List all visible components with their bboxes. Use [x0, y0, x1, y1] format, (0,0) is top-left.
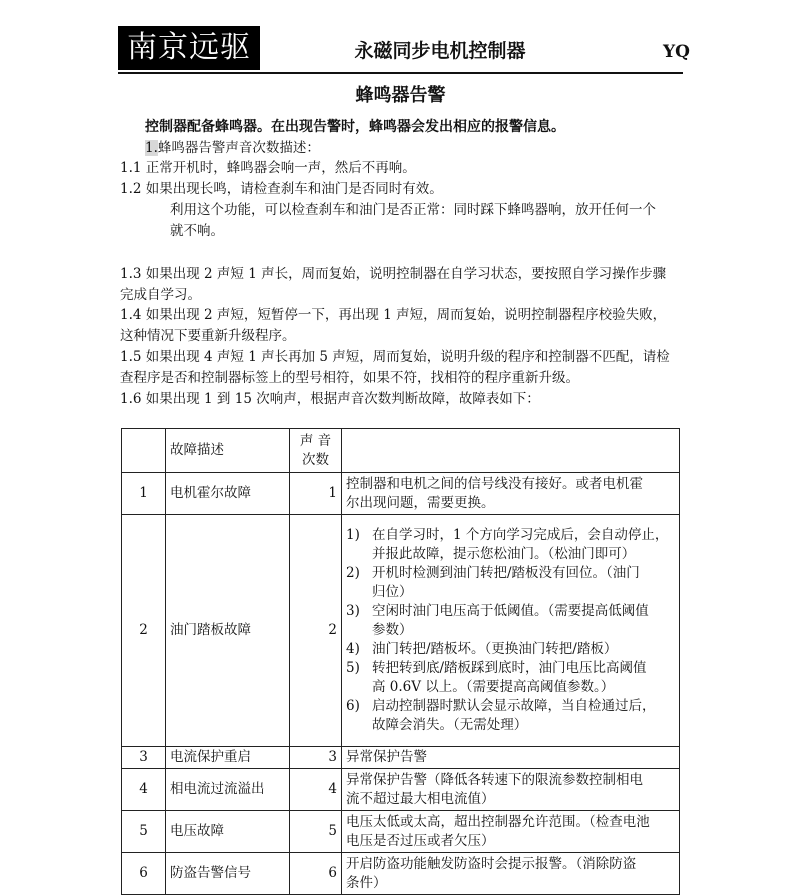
item-1-heading	[145, 138, 320, 158]
solution-line: 异常保护告警（降低各转速下的限流参数控制相电	[346, 771, 643, 788]
solution-item	[346, 564, 675, 602]
item-line: 并报此故障，提示您松油门。（松油门即可）	[372, 546, 636, 562]
document-code: YQ	[663, 42, 690, 62]
line-1-3-a: 1.3 如果出现 2 声短 1 声长，周而复始，说明控制器在自学习状态，要按照自学习操作步骤	[120, 266, 667, 282]
item-number: 6)	[346, 698, 360, 714]
item-line: 归位）	[372, 584, 413, 600]
header-description: 故障描述	[166, 429, 290, 473]
item-number: 3)	[346, 603, 360, 619]
row-solution	[342, 515, 680, 747]
row-description: 防盗告警信号	[166, 853, 290, 895]
header-count-line-2: 次数	[302, 451, 329, 468]
solution-line: 电压是否过压或者欠压）	[346, 832, 495, 849]
header-count	[290, 429, 342, 473]
item-line: 开机时检测到油门转把/踏板没有回位。（油门	[372, 565, 640, 581]
item-number: 5)	[346, 660, 360, 676]
solution-item	[346, 697, 675, 735]
item-number: 1)	[346, 527, 360, 543]
section-title: 蜂鸣器告警	[355, 85, 446, 106]
line-1-5-b: 查程序是否和控制器标签上的型号相符，如果不符，找相符的程序重新升级。	[120, 370, 579, 386]
solution-item	[346, 602, 675, 640]
item-line: 转把转到底/踏板踩到底时，油门电压比高阈值	[372, 660, 647, 676]
intro-paragraph: 控制器配备蜂鸣器。在出现告警时，蜂鸣器会发出相应的报警信息。	[145, 119, 565, 135]
table-row	[122, 769, 680, 811]
item-line: 高 0.6V 以上。（需要提高高阈值参数。）	[372, 679, 615, 695]
table-row	[122, 747, 680, 769]
row-description: 电流保护重启	[166, 747, 290, 769]
row-num: 2	[122, 515, 166, 747]
line-1-2-detail-a: 利用这个功能，可以检查刹车和油门是否正常：同时踩下蜂鸣器响，放开任何一个	[170, 202, 656, 218]
table-row	[122, 473, 680, 515]
table-row	[122, 853, 680, 895]
line-1-5-a: 1.5 如果出现 4 声短 1 声长再加 5 声短，周而复始，说明升级的程序和控制器不匹配，请检	[120, 349, 670, 365]
row-solution	[342, 811, 680, 853]
header-divider	[118, 72, 683, 74]
line-1-2: 1.2 如果出现长鸣，请检查刹车和油门是否同时有效。	[120, 181, 443, 197]
line-1-4-a: 1.4 如果出现 2 声短，短暂停一下，再出现 1 声短，周而复始，说明控制器程序校验失败，	[120, 307, 667, 323]
row-count: 4	[290, 769, 342, 811]
line-1-3-b: 完成自学习。	[120, 287, 201, 303]
solution-item	[346, 526, 675, 564]
header-solution	[342, 429, 680, 473]
solution-item	[346, 659, 675, 697]
item-line: 油门转把/踏板坏。（更换油门转把/踏板）	[372, 641, 618, 657]
row-num: 5	[122, 811, 166, 853]
row-description: 油门踏板故障	[166, 515, 290, 747]
row-description: 电机霍尔故障	[166, 473, 290, 515]
line-1-2-detail-b: 就不响。	[170, 223, 224, 239]
item-number: 2)	[346, 565, 360, 581]
row-count: 3	[290, 747, 342, 769]
table-header-row	[122, 429, 680, 473]
solution-line: 条件）	[346, 874, 387, 891]
solution-line: 尔出现问题，需要更换。	[346, 494, 495, 511]
row-num: 3	[122, 747, 166, 769]
row-solution	[342, 853, 680, 895]
item-number: 4)	[346, 641, 360, 657]
row-count: 5	[290, 811, 342, 853]
row-count: 6	[290, 853, 342, 895]
solution-line: 控制器和电机之间的信号线没有接好。或者电机霍	[346, 475, 643, 492]
row-count: 1	[290, 473, 342, 515]
row-num: 4	[122, 769, 166, 811]
fault-table	[121, 428, 680, 895]
company-logo: 南京远驱	[118, 26, 260, 70]
row-description: 相电流过流溢出	[166, 769, 290, 811]
document-title: 永磁同步电机控制器	[354, 40, 526, 62]
row-description: 电压故障	[166, 811, 290, 853]
line-1-4-b: 这种情况下要重新升级程序。	[120, 328, 296, 344]
item-line: 在自学习时，1 个方向学习完成后，会自动停止，	[372, 527, 669, 543]
row-count: 2	[290, 515, 342, 747]
row-num: 6	[122, 853, 166, 895]
item-line: 参数）	[372, 622, 413, 638]
solution-line: 流不超过最大相电流值）	[346, 790, 495, 807]
item-1-text: 蜂鸣器告警声音次数描述：	[157, 140, 320, 156]
row-solution	[342, 769, 680, 811]
solution-line: 异常保护告警	[346, 749, 427, 765]
row-solution	[342, 473, 680, 515]
item-line: 启动控制器时默认会显示故障，当自检通过后，	[372, 698, 656, 714]
item-1-label: 1.	[145, 140, 158, 156]
row-solution	[342, 747, 680, 769]
table-row	[122, 515, 680, 747]
line-1-6: 1.6 如果出现 1 到 15 次响声，根据声音次数判断故障，故障表如下：	[120, 391, 540, 407]
item-line: 故障会消失。（无需处理）	[372, 717, 528, 733]
solution-line: 开启防盗功能触发防盗时会提示报警。（消除防盗	[346, 855, 637, 872]
item-line: 空闲时油门电压高于低阈值。（需要提高低阈值	[372, 603, 649, 619]
row-num: 1	[122, 473, 166, 515]
header-count-line-1: 声 音	[299, 432, 332, 449]
table-row	[122, 811, 680, 853]
solution-line: 电压太低或太高，超出控制器允许范围。（检查电池	[346, 813, 650, 830]
line-1-1: 1.1 正常开机时，蜂鸣器会响一声，然后不再响。	[120, 160, 416, 176]
solution-item	[346, 640, 675, 659]
header-num	[122, 429, 166, 473]
